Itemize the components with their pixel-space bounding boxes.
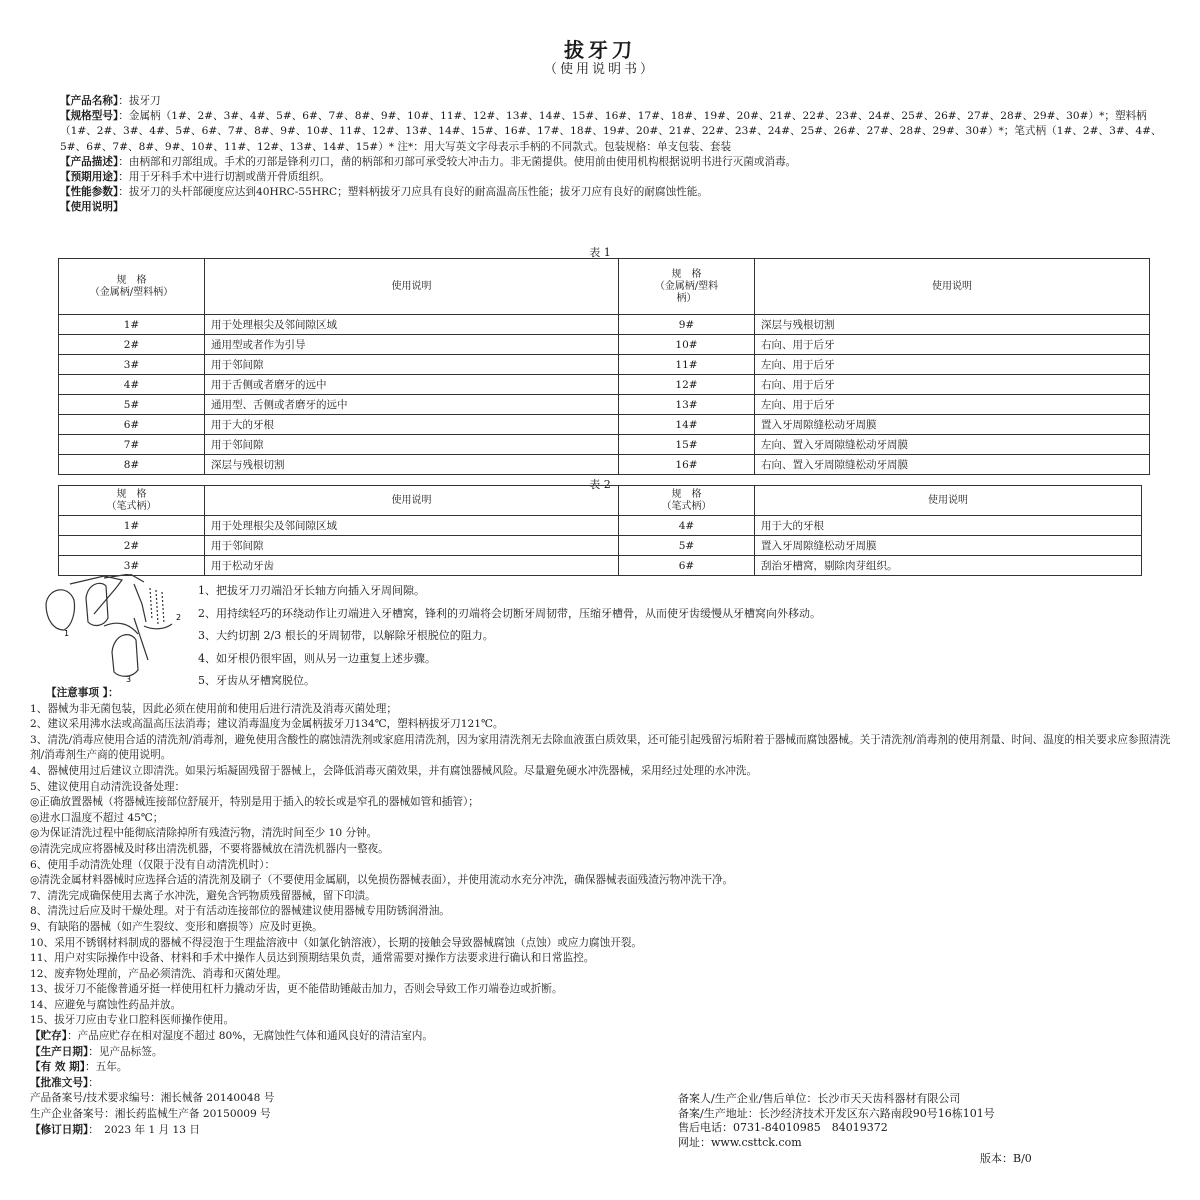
- cell-spec-2: 11#: [619, 355, 755, 375]
- table1-header-usage-2: 使用说明: [755, 259, 1150, 315]
- cell-spec: 1#: [59, 516, 205, 536]
- note-item: ◎正确放置器械（将器械连接部位舒展开，特别是用于插入的较长或是窄孔的器械如管和插管）；: [30, 796, 479, 809]
- table2-caption: 表 2: [589, 478, 611, 491]
- cell-spec: 2#: [59, 536, 205, 556]
- table-row: [59, 355, 1150, 375]
- figure-label-1: 1: [64, 629, 70, 638]
- cell-spec: 2#: [59, 335, 205, 355]
- elevator-sketch-1: [70, 576, 122, 614]
- misc-text: ：见产品标签。: [88, 1045, 163, 1058]
- table-row: [59, 315, 1150, 335]
- misc-text: ：产品应贮存在相对湿度不超过 80%，无腐蚀性气体和通风良好的清洁室内。: [67, 1030, 433, 1043]
- footer-address: 备案/生产地址：长沙经济技术开发区东六路南段90号16栋101号: [678, 1106, 995, 1120]
- footer-company: 备案人/生产企业/售后单位：长沙市天天齿科器材有限公司: [678, 1092, 961, 1105]
- table2-header-usage: 使用说明: [205, 486, 619, 516]
- info-intended-use: 【预期用途】：用于牙科手术中进行切割或凿开骨质组织。: [60, 171, 331, 184]
- cell-usage-2: 右向、置入牙周隙缝松动牙周膜: [755, 455, 1150, 475]
- note-item: 9、有缺陷的器械（如产生裂纹、变形和磨损等）应及时更换。: [30, 920, 323, 933]
- table-row: [59, 516, 1142, 536]
- table1-header-usage: 使用说明: [205, 259, 619, 315]
- cell-usage-2: 刮治牙槽窝，剔除肉芽组织。: [755, 556, 1142, 576]
- cell-usage-2: 左向、用于后牙: [755, 395, 1150, 415]
- misc-item: [30, 1060, 1180, 1076]
- misc-label: 【有 效 期】: [30, 1061, 86, 1074]
- table-row: [59, 375, 1150, 395]
- cell-usage: 通用型或者作为引导: [205, 335, 619, 355]
- step-2: 2、用持续轻巧的环绕动作让刃端进入牙槽窝，锋利的刃端将会切断牙周韧带，压缩牙槽骨，从而使牙齿缓慢从牙槽窝向外移动。: [198, 606, 821, 620]
- table2-header-usage-2: 使用说明: [755, 486, 1142, 516]
- note-item: 4、器械使用过后建议立即清洗。如果污垢凝固残留于器械上，会降低消毒灭菌效果，并有腐蚀器械风险。尽量避免硬水冲洗器械，采用经过处理的水冲洗。: [30, 764, 758, 777]
- info-description: 【产品描述】：由柄部和刃部组成。手术的刃部是锋利刃口，凿的柄部和刃部可承受较大冲击力。非无菌提供。使用前由使用机构根据说明书进行灭菌或消毒。: [60, 155, 797, 168]
- notes-section: [30, 686, 1180, 1138]
- cell-spec-2: 6#: [619, 556, 755, 576]
- page-title: 拔牙刀: [564, 38, 636, 62]
- cell-spec: 3#: [59, 556, 205, 576]
- cell-usage: 用于大的牙根: [205, 415, 619, 435]
- figure-label-3: 3: [126, 675, 132, 684]
- note-item: ◎为保证清洗过程中能彻底清除掉所有残渣污物，清洗时间至少 10 分钟。: [30, 827, 378, 840]
- note-item: 3、清洗/消毒应使用合适的清洗剂/消毒剂，避免使用含酸性的腐蚀清洗剂或家庭用清洗剂，因为家用清洗剂无去除血液蛋白质效果，还可能引起残留污垢附着于器械而腐蚀器械。关于清洗剂/消毒剂的使用剂量、时间、温度的相关要求应参照清洗剂/消毒剂生产商的使用说明。: [30, 733, 1171, 762]
- misc-item: [30, 1076, 1180, 1092]
- misc-item: [30, 1029, 1180, 1045]
- table1-header-spec-2: 规 格 （金属柄/塑料 柄）: [619, 259, 755, 315]
- note-item: ◎清洗完成应将器械及时移出清洗机器，不要将器械放在清洗机器内一整夜。: [30, 842, 389, 855]
- cell-usage: 用于处理根尖及邻间隙区域: [205, 516, 619, 536]
- info-model: 【规格型号】：金属柄（1#、2#、3#、4#、5#、6#、7#、8#、9#、10#、11#、12#、13#、14#、15#、16#、17#、18#、19#、20#、21#、22#、23#、24#、25#、26#、27#、28#、29#、30#）*；塑料柄（1#、2#、3#、4#、5#、6#、7#、8#、9#、10#、11#、12#、13#、14#、15#、16#、17#、18#、19#、20#、21#、22#、23#、24#、25#、26#、27#、28#、29#、30#）*；笔式柄（1#、2#、3#、4#、5#、6#、7#、8#、9#、10#、11#、12#、13#、14#、15#）* 注*：用大写英文字母表示手柄的不同款式。包装规格：单支包装、套装: [60, 110, 1162, 153]
- tooth-sketch-3: [112, 635, 138, 677]
- cell-spec: 5#: [59, 395, 205, 415]
- company-footer: [678, 1092, 1178, 1150]
- info-usage-heading: 【使用说明】: [60, 201, 124, 214]
- cell-usage-2: 深层与残根切割: [755, 315, 1150, 335]
- cell-usage-2: 右向、用于后牙: [755, 375, 1150, 395]
- cell-spec-2: 10#: [619, 335, 755, 355]
- misc-text: ：五年。: [85, 1061, 128, 1074]
- table-row: [59, 435, 1150, 455]
- extraction-illustration: [34, 574, 194, 684]
- cell-spec: 1#: [59, 315, 205, 335]
- cell-usage-2: 置入牙周隙缝松动牙周膜: [755, 536, 1142, 556]
- misc-label: 【修订日期】: [30, 1123, 89, 1136]
- elevator-sketch-3: [104, 618, 148, 660]
- elevator-sketch-2: [104, 574, 146, 622]
- note-item: 13、拔牙刀不能像普通牙挺一样使用杠杆力撬动牙齿，更不能借助锤敲击加力，否则会导致工作刃端卷边或折断。: [30, 983, 563, 996]
- cell-usage-2: 左向、用于后牙: [755, 355, 1150, 375]
- misc-text: ： 2023 年 1 月 13 日: [88, 1123, 200, 1136]
- cell-usage: 用于处理根尖及邻间隙区域: [205, 315, 619, 335]
- note-item: ◎清洗金属材料器械时应选择合适的清洗剂及刷子（不要使用金属刷，以免损伤器械表面），并使用流动水充分冲洗，确保器械表面残渣污物冲洗干净。: [30, 874, 734, 887]
- cell-usage: 用于邻间隙: [205, 355, 619, 375]
- misc-label: 【批准文号】: [30, 1076, 89, 1089]
- note-item: 15、拔牙刀应由专业口腔科医师操作使用。: [30, 1014, 235, 1027]
- socket-sketch: [150, 588, 164, 624]
- page-subtitle: （使用说明书）: [543, 62, 656, 77]
- table2-header-row: [59, 486, 1142, 516]
- table2-header-spec-2: 规 格 （笔式柄）: [619, 486, 755, 516]
- cell-spec-2: 15#: [619, 435, 755, 455]
- note-item: 5、建议使用自动清洗设备处理：: [30, 780, 186, 793]
- table1-caption: 表 1: [589, 246, 611, 259]
- table1-header-row: [59, 259, 1150, 315]
- info-name: 【产品名称】：拔牙刀: [60, 95, 161, 107]
- misc-text: 产品备案号/技术要求编号：湘长械备 20140048 号: [30, 1092, 275, 1105]
- table-row: [59, 415, 1150, 435]
- cell-spec-2: 16#: [619, 455, 755, 475]
- usage-table-2: [58, 485, 1142, 576]
- cell-spec-2: 5#: [619, 536, 755, 556]
- table2-header-spec: 规 格 （笔式柄）: [59, 486, 205, 516]
- note-item: 1、器械为非无菌包装，因此必须在使用前和使用后进行清洗及消毒灭菌处理；: [30, 702, 397, 715]
- note-item: 2、建议采用沸水法或高温高压法消毒；建议消毒温度为金属柄拔牙刀134℃，塑料柄拔牙刀121℃。: [30, 718, 504, 731]
- footer-phone: 售后电话：0731-84010985 84019372: [678, 1121, 888, 1134]
- note-item: ◎进水口温度不超过 45℃；: [30, 811, 164, 824]
- step-4: 4、如牙根仍很牢固，则从另一边重复上述步骤。: [198, 651, 436, 665]
- misc-text: ：: [88, 1076, 99, 1089]
- note-item: 11、用户对实际操作中设备、材料和手术中操作人员达到预期结果负责，通常需要对操作方法要求进行确认和日常监控。: [30, 952, 595, 965]
- cell-usage-2: 用于大的牙根: [755, 516, 1142, 536]
- cell-usage: 深层与残根切割: [205, 455, 619, 475]
- cell-spec-2: 9#: [619, 315, 755, 335]
- misc-label: 【生产日期】: [30, 1045, 89, 1058]
- cell-usage: 通用型、舌侧或者磨牙的远中: [205, 395, 619, 415]
- misc-label: 【贮存】: [30, 1030, 68, 1043]
- table1-header-spec: 规 格 （金属柄/塑料柄）: [59, 259, 205, 315]
- usage-steps: [198, 580, 1178, 693]
- usage-table-1: [58, 258, 1150, 475]
- table-row: [59, 536, 1142, 556]
- cell-usage: 用于松动牙齿: [205, 556, 619, 576]
- table-row: [59, 455, 1150, 475]
- product-info: [60, 94, 1170, 216]
- cell-usage-2: 右向、用于后牙: [755, 335, 1150, 355]
- cell-spec-2: 12#: [619, 375, 755, 395]
- figure-label-2: 2: [176, 613, 182, 622]
- step-3: 3、大约切割 2/3 根长的牙周韧带，以解除牙根脱位的阻力。: [198, 629, 494, 642]
- notes-list: [30, 702, 1180, 1029]
- cell-spec: 3#: [59, 355, 205, 375]
- cell-spec-2: 13#: [619, 395, 755, 415]
- tooth-sketch-1: [46, 590, 75, 630]
- table-row: [59, 395, 1150, 415]
- cell-usage: 用于舌侧或者磨牙的远中: [205, 375, 619, 395]
- cell-spec: 7#: [59, 435, 205, 455]
- note-item: 12、废弃物处理前，产品必须清洗、消毒和灭菌处理。: [30, 967, 288, 980]
- note-item: 6、使用手动清洗处理（仅限于没有自动清洗机时）：: [30, 858, 276, 871]
- misc-item: [30, 1045, 1180, 1061]
- cell-usage: 用于邻间隙: [205, 536, 619, 556]
- gum-sketch: [144, 624, 172, 629]
- cell-spec: 8#: [59, 455, 205, 475]
- cell-usage: 用于邻间隙: [205, 435, 619, 455]
- table-row: [59, 556, 1142, 576]
- info-performance: 【性能参数】：拔牙刀的头杆部硬度应达到40HRC-55HRC；塑料柄拔牙刀应具有良好的耐高温高压性能；拔牙刀应有良好的耐腐蚀性能。: [60, 186, 708, 199]
- note-item: 14、应避免与腐蚀性药品并放。: [30, 998, 182, 1011]
- step-5: 5、牙齿从牙槽窝脱位。: [198, 674, 315, 687]
- table-row: [59, 335, 1150, 355]
- cell-spec-2: 4#: [619, 516, 755, 536]
- cell-usage-2: 置入牙周隙缝松动牙周膜: [755, 415, 1150, 435]
- note-item: 10、采用不锈钢材料制成的器械不得浸泡于生理盐溶液中（如氯化钠溶液），长期的接触会导致器械腐蚀（点蚀）或应力腐蚀开裂。: [30, 936, 643, 949]
- footer-website: 网址：www.csttck.com: [678, 1135, 802, 1149]
- note-item: 8、清洗过后应及时干燥处理。对于有活动连接部位的器械建议使用器械专用防锈润滑油。: [30, 905, 450, 918]
- tooth-sketch-2: [86, 583, 108, 625]
- note-item: 7、清洗完成确保使用去离子水冲洗，避免含钙物质残留器械，留下印渍。: [30, 889, 376, 902]
- step-1: 1、把拔牙刀刃端沿牙长轴方向插入牙周间隙。: [198, 584, 425, 597]
- cell-spec: 4#: [59, 375, 205, 395]
- version-label: 版本：B/0: [980, 1152, 1032, 1165]
- notes-heading: 【注意事项 】：: [46, 687, 119, 699]
- cell-spec: 6#: [59, 415, 205, 435]
- cell-spec-2: 14#: [619, 415, 755, 435]
- cell-usage-2: 左向、置入牙周隙缝松动牙周膜: [755, 435, 1150, 455]
- misc-text: 生产企业备案号：湘长药监械生产备 20150009 号: [30, 1108, 271, 1121]
